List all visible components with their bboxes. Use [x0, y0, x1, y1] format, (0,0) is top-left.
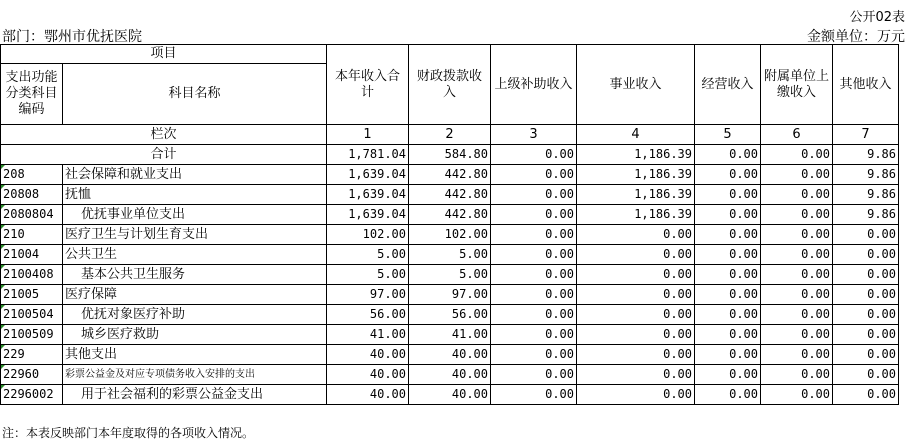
amount-cell[interactable]: 0.00 — [577, 285, 695, 305]
amount-cell[interactable]: 40.00 — [409, 345, 491, 365]
amount-cell[interactable]: 0.00 — [577, 325, 695, 345]
amount-cell[interactable]: 0.00 — [577, 305, 695, 325]
subject-code-text: 20808 — [3, 187, 40, 201]
subject-code-cell[interactable] — [1, 385, 63, 405]
table-row — [1, 385, 899, 405]
cell-marker-icon — [1, 265, 5, 269]
operating-income-header-label: 经营收入 — [701, 76, 754, 92]
amount-cell[interactable]: 1,639.04 — [327, 165, 409, 185]
subject-code-text: 229 — [3, 347, 25, 361]
amount-cell[interactable]: 40.00 — [327, 345, 409, 365]
subject-code-text: 2100408 — [3, 267, 54, 281]
amount-cell[interactable]: 0.00 — [833, 305, 899, 325]
table-row — [1, 345, 899, 365]
amount-cell[interactable]: 0.00 — [761, 265, 833, 285]
table-row — [1, 285, 899, 305]
business-income-header[interactable] — [577, 45, 695, 125]
index-cell[interactable]: 7 — [833, 125, 899, 145]
amount-cell[interactable]: 0.00 — [491, 205, 577, 225]
amount-cell[interactable]: 0.00 — [833, 285, 899, 305]
total-cell[interactable]: 1,186.39 — [577, 145, 695, 165]
amount-cell[interactable]: 0.00 — [695, 265, 761, 285]
subject-name-cell[interactable]: 其他支出 — [63, 345, 327, 365]
table-row — [1, 225, 899, 245]
amount-cell[interactable]: 0.00 — [491, 165, 577, 185]
amount-cell[interactable]: 40.00 — [327, 365, 409, 385]
amount-cell[interactable]: 0.00 — [695, 205, 761, 225]
index-cell[interactable]: 4 — [577, 125, 695, 145]
subject-code-cell[interactable] — [1, 225, 63, 245]
amount-cell[interactable]: 0.00 — [761, 185, 833, 205]
index-label[interactable]: 栏次 — [1, 125, 327, 145]
other-income-header[interactable] — [833, 45, 899, 125]
amount-cell[interactable]: 1,186.39 — [577, 165, 695, 185]
amount-cell[interactable]: 442.80 — [409, 205, 491, 225]
table-row — [1, 245, 899, 265]
header-row-1 — [1, 45, 899, 64]
amount-cell[interactable]: 0.00 — [491, 365, 577, 385]
other-income-header-label: 其他收入 — [839, 76, 892, 92]
table-row — [1, 365, 899, 385]
amount-cell[interactable]: 0.00 — [833, 345, 899, 365]
amount-cell[interactable]: 0.00 — [761, 225, 833, 245]
cell-marker-icon — [1, 245, 5, 249]
operating-income-header[interactable] — [695, 45, 761, 125]
footnote: 注：本表反映部门本年度取得的各项收入情况。 — [2, 426, 255, 440]
total-label[interactable]: 合计 — [1, 145, 327, 165]
amount-cell[interactable]: 5.00 — [327, 265, 409, 285]
amount-cell[interactable]: 0.00 — [491, 225, 577, 245]
department-label: 部门：鄂州市优抚医院 — [2, 29, 142, 45]
amount-cell[interactable]: 0.00 — [695, 285, 761, 305]
amount-cell[interactable]: 0.00 — [577, 365, 695, 385]
amount-cell[interactable]: 0.00 — [577, 385, 695, 405]
amount-cell[interactable]: 56.00 — [327, 305, 409, 325]
amount-cell[interactable]: 0.00 — [577, 265, 695, 285]
amount-cell[interactable]: 102.00 — [327, 225, 409, 245]
amount-cell[interactable]: 0.00 — [695, 325, 761, 345]
amount-cell[interactable]: 97.00 — [327, 285, 409, 305]
amount-cell[interactable]: 0.00 — [577, 245, 695, 265]
amount-cell[interactable]: 0.00 — [695, 185, 761, 205]
amount-cell[interactable]: 9.86 — [833, 185, 899, 205]
subject-code-cell[interactable] — [1, 185, 63, 205]
amount-cell[interactable]: 40.00 — [327, 385, 409, 405]
business-income-header-label: 事业收入 — [609, 76, 662, 92]
amount-cell[interactable]: 40.00 — [409, 365, 491, 385]
total-cell[interactable]: 584.80 — [409, 145, 491, 165]
cell-marker-icon — [1, 365, 5, 369]
amount-cell[interactable]: 0.00 — [491, 245, 577, 265]
subject-code-text: 210 — [3, 227, 25, 241]
amount-cell[interactable]: 1,186.39 — [577, 205, 695, 225]
data-rows — [1, 165, 899, 405]
amount-cell[interactable]: 0.00 — [491, 385, 577, 405]
amount-cell[interactable]: 0.00 — [695, 245, 761, 265]
amount-cell[interactable]: 0.00 — [833, 365, 899, 385]
amount-cell[interactable]: 0.00 — [761, 245, 833, 265]
amount-cell[interactable]: 0.00 — [833, 325, 899, 345]
total-income-header-label: 本年收入合计 — [334, 68, 400, 100]
subject-name-cell[interactable]: 优抚对象医疗补助 — [63, 305, 327, 325]
subject-code-cell[interactable] — [1, 325, 63, 345]
total-income-header[interactable] — [327, 45, 409, 125]
amount-cell[interactable]: 0.00 — [761, 205, 833, 225]
table-row — [1, 305, 899, 325]
amount-cell[interactable]: 0.00 — [695, 365, 761, 385]
subject-code-text: 22960 — [3, 367, 40, 381]
subject-name-cell[interactable]: 医疗保障 — [63, 285, 327, 305]
amount-cell[interactable]: 0.00 — [761, 365, 833, 385]
cell-marker-icon — [1, 345, 5, 349]
subject-name-cell[interactable]: 社会保障和就业支出 — [63, 165, 327, 185]
amount-cell[interactable]: 5.00 — [409, 245, 491, 265]
subject-name-cell[interactable]: 彩票公益金及对应专项债务收入安排的支出 — [63, 365, 327, 385]
superior-subsidy-header-label: 上级补助收入 — [494, 76, 573, 92]
amount-cell[interactable]: 0.00 — [577, 225, 695, 245]
table-row — [1, 205, 899, 225]
superior-subsidy-header[interactable] — [491, 45, 577, 125]
amount-cell[interactable]: 41.00 — [409, 325, 491, 345]
subject-name-cell[interactable]: 优抚事业单位支出 — [63, 205, 327, 225]
subject-code-cell[interactable] — [1, 345, 63, 365]
amount-cell[interactable]: 0.00 — [491, 185, 577, 205]
amount-cell[interactable]: 0.00 — [833, 225, 899, 245]
amount-cell[interactable]: 0.00 — [761, 285, 833, 305]
cell-marker-icon — [1, 305, 5, 309]
amount-cell[interactable]: 5.00 — [327, 245, 409, 265]
total-row — [1, 145, 899, 165]
cell-marker-icon — [1, 205, 5, 209]
amount-cell[interactable]: 9.86 — [833, 165, 899, 185]
amount-cell[interactable]: 0.00 — [491, 305, 577, 325]
subject-name-cell[interactable]: 医疗卫生与计划生育支出 — [63, 225, 327, 245]
name-header-label: 科目名称 — [168, 86, 221, 101]
subject-code-text: 2296002 — [3, 387, 54, 401]
amount-cell[interactable]: 40.00 — [409, 385, 491, 405]
amount-cell[interactable]: 0.00 — [761, 305, 833, 325]
amount-cell[interactable]: 5.00 — [409, 265, 491, 285]
amount-cell[interactable]: 0.00 — [833, 265, 899, 285]
cell-marker-icon — [1, 165, 5, 169]
amount-cell[interactable]: 0.00 — [833, 245, 899, 265]
fiscal-income-header-label: 财政拨款收入 — [416, 68, 482, 100]
subject-code-cell[interactable] — [1, 245, 63, 265]
amount-cell[interactable]: 1,186.39 — [577, 185, 695, 205]
total-cell[interactable]: 0.00 — [761, 145, 833, 165]
amount-cell[interactable]: 0.00 — [491, 285, 577, 305]
subject-code-text: 2100504 — [3, 307, 54, 321]
amount-cell[interactable]: 0.00 — [491, 325, 577, 345]
unit-label: 金额单位：万元 — [807, 29, 905, 45]
amount-cell[interactable]: 0.00 — [695, 345, 761, 365]
index-cell[interactable]: 1 — [327, 125, 409, 145]
table-row — [1, 265, 899, 285]
amount-cell[interactable]: 97.00 — [409, 285, 491, 305]
amount-cell[interactable]: 1,639.04 — [327, 185, 409, 205]
index-cell[interactable]: 6 — [761, 125, 833, 145]
subject-name-cell[interactable]: 城乡医疗救助 — [63, 325, 327, 345]
amount-cell[interactable]: 0.00 — [695, 225, 761, 245]
subject-code-cell[interactable] — [1, 365, 63, 385]
subject-code-text: 2100509 — [3, 327, 54, 341]
amount-cell[interactable]: 442.80 — [409, 185, 491, 205]
affiliated-income-header[interactable] — [761, 45, 833, 125]
cell-marker-icon — [1, 185, 5, 189]
amount-cell[interactable]: 9.86 — [833, 205, 899, 225]
amount-cell[interactable]: 0.00 — [761, 345, 833, 365]
subject-code-cell[interactable] — [1, 165, 63, 185]
subject-name-cell[interactable]: 抚恤 — [63, 185, 327, 205]
income-table — [0, 44, 899, 405]
subject-code-cell[interactable] — [1, 285, 63, 305]
amount-cell[interactable]: 0.00 — [833, 385, 899, 405]
index-row — [1, 125, 899, 145]
index-cell[interactable]: 3 — [491, 125, 577, 145]
amount-cell[interactable]: 1,639.04 — [327, 205, 409, 225]
code-header-label: 支出功能分类科目编码 — [5, 70, 58, 117]
subject-code-text: 21004 — [3, 247, 40, 261]
table-row — [1, 325, 899, 345]
cell-marker-icon — [1, 325, 5, 329]
table-row — [1, 165, 899, 185]
affiliated-income-header-label: 附属单位上缴收入 — [763, 68, 829, 100]
cell-marker-icon — [1, 225, 5, 229]
cell-marker-icon — [1, 285, 5, 289]
subject-name-cell[interactable]: 公共卫生 — [63, 245, 327, 265]
code-header[interactable] — [1, 64, 63, 125]
amount-cell[interactable]: 0.00 — [695, 165, 761, 185]
amount-cell[interactable]: 102.00 — [409, 225, 491, 245]
amount-cell[interactable]: 0.00 — [695, 305, 761, 325]
amount-cell[interactable]: 0.00 — [695, 385, 761, 405]
amount-cell[interactable]: 442.80 — [409, 165, 491, 185]
amount-cell[interactable]: 0.00 — [761, 165, 833, 185]
subject-code-cell[interactable] — [1, 265, 63, 285]
table-row — [1, 185, 899, 205]
cell-marker-icon — [1, 385, 5, 389]
income-table-wrapper — [0, 44, 899, 405]
amount-cell[interactable]: 0.00 — [761, 385, 833, 405]
item-header[interactable]: 项目 — [1, 45, 327, 64]
subject-code-text: 21005 — [3, 287, 40, 301]
amount-cell[interactable]: 56.00 — [409, 305, 491, 325]
index-cell[interactable]: 2 — [409, 125, 491, 145]
index-cell[interactable]: 5 — [695, 125, 761, 145]
subject-name-cell[interactable]: 基本公共卫生服务 — [63, 265, 327, 285]
total-cell[interactable]: 9.86 — [833, 145, 899, 165]
name-header[interactable] — [63, 64, 327, 125]
subject-name-cell[interactable]: 用于社会福利的彩票公益金支出 — [63, 385, 327, 405]
amount-cell[interactable]: 0.00 — [577, 345, 695, 365]
subject-code-text: 2080804 — [3, 207, 54, 221]
subject-code-cell[interactable] — [1, 205, 63, 225]
fiscal-income-header[interactable] — [409, 45, 491, 125]
subject-code-cell[interactable] — [1, 305, 63, 325]
total-cell[interactable]: 0.00 — [491, 145, 577, 165]
amount-cell[interactable]: 0.00 — [761, 325, 833, 345]
subject-code-text: 208 — [3, 167, 25, 181]
amount-cell[interactable]: 0.00 — [491, 265, 577, 285]
amount-cell[interactable]: 0.00 — [491, 345, 577, 365]
total-cell[interactable]: 0.00 — [695, 145, 761, 165]
amount-cell[interactable]: 41.00 — [327, 325, 409, 345]
form-number: 公开02表 — [849, 10, 905, 25]
total-cell[interactable]: 1,781.04 — [327, 145, 409, 165]
